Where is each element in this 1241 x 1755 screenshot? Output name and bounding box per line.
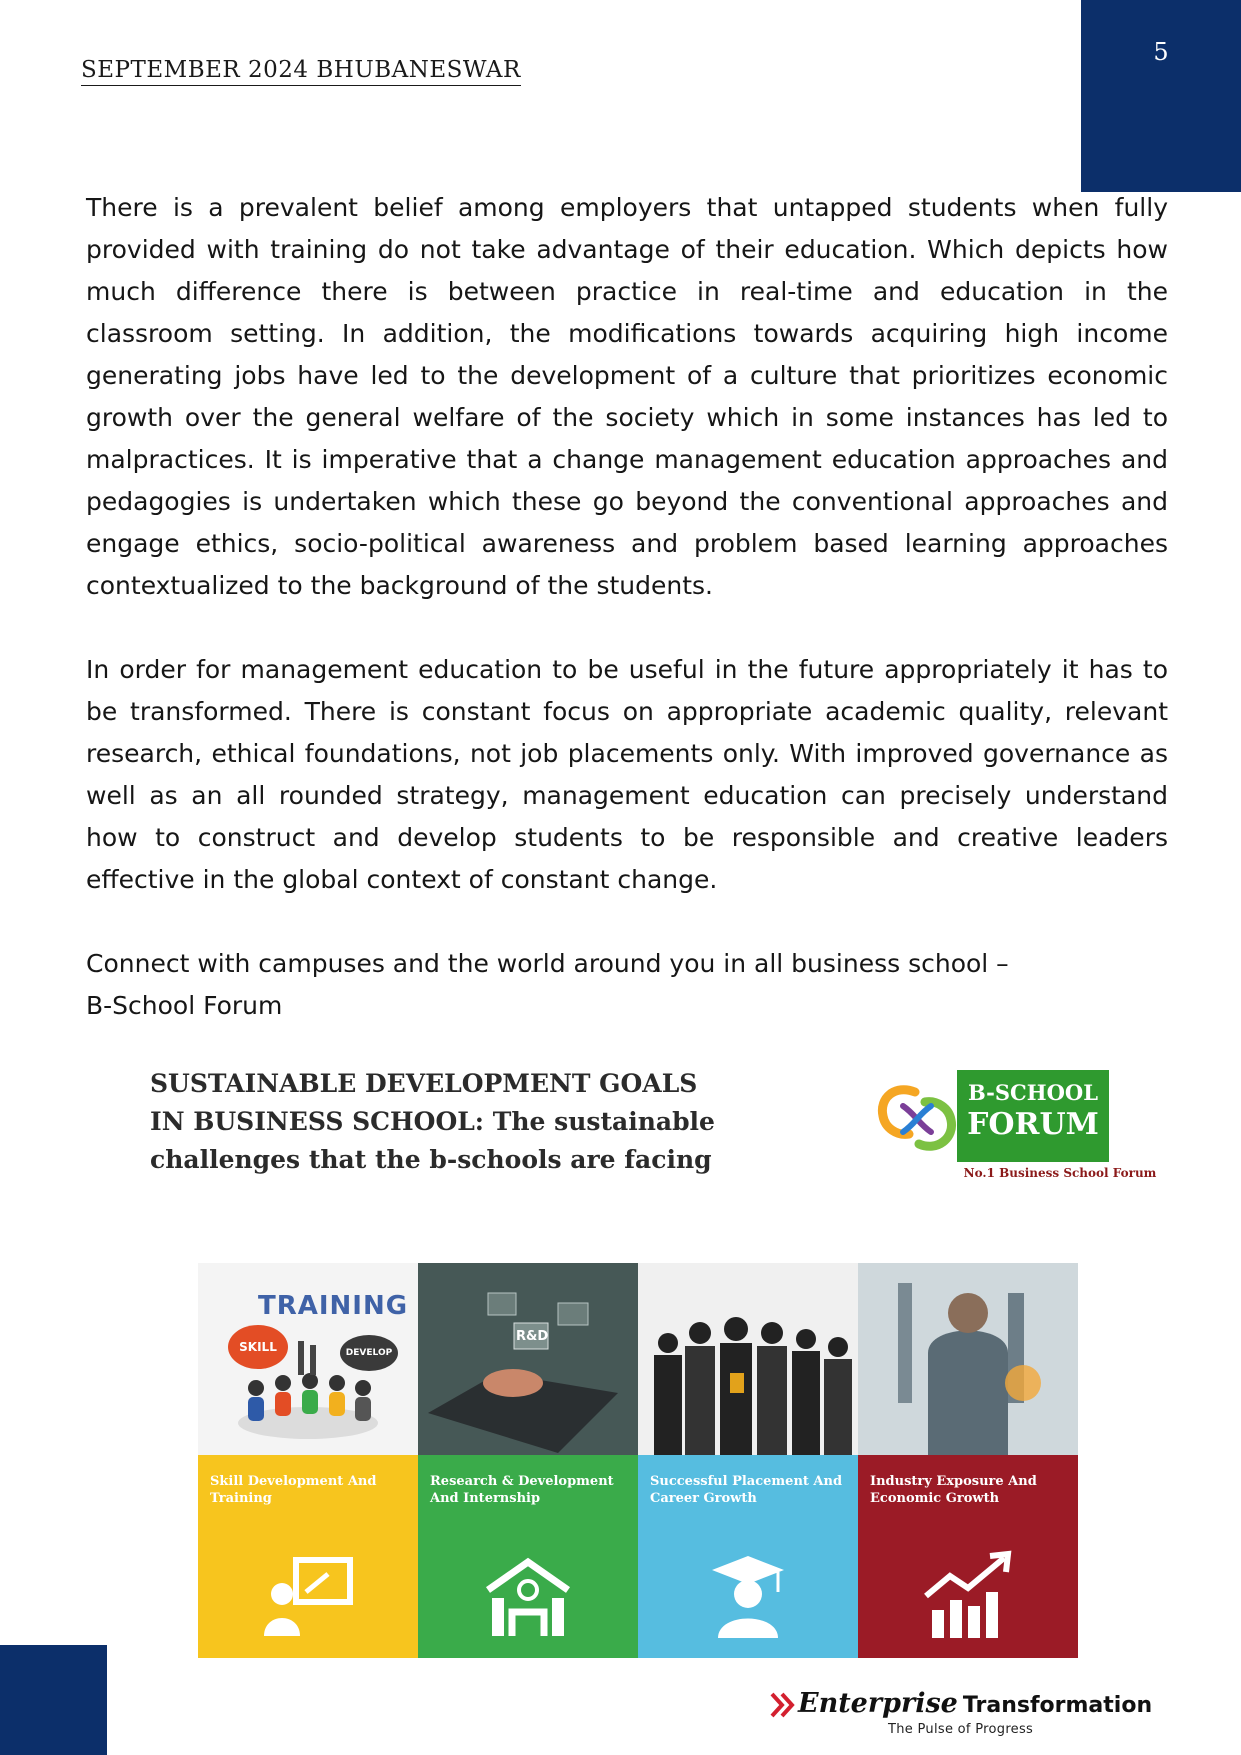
- infographic-title-line-3: challenges that the b-schools are facing: [150, 1145, 712, 1174]
- business-people-icon: [638, 1263, 858, 1455]
- panel-skill-color: [198, 1455, 418, 1658]
- rd-label: R&D: [516, 1329, 549, 1344]
- panel-research-color: [418, 1455, 638, 1658]
- enterprise-transformation-brand: [770, 1688, 1170, 1740]
- meeting-people-icon: [198, 1263, 418, 1455]
- panel-research-development: [418, 1263, 638, 1658]
- panel-skill-development: [198, 1263, 418, 1658]
- brand-name: [798, 1688, 1152, 1719]
- skill-badge: SKILL: [228, 1325, 288, 1369]
- panel-industry-exposure: [858, 1263, 1078, 1658]
- develop-badge: DEVELOP: [340, 1335, 398, 1371]
- industry-worker-icon: [858, 1263, 1078, 1455]
- closing-line-2: B-School Forum: [86, 991, 283, 1020]
- building-icon: [478, 1550, 578, 1640]
- panel-industry-color: [858, 1455, 1078, 1658]
- presentation-icon: [258, 1550, 358, 1640]
- page-number-tab: [1081, 0, 1241, 192]
- sdg-infographic: [130, 1045, 1157, 1660]
- brand-name-transformation: Transformation: [962, 1693, 1153, 1718]
- paragraph-1: There is a prevalent belief among employers that untapped students when fully provided with training do not take advantage of their education. Which depicts how much difference there is between practice in real-time and education in the classroom setting. In addition, the modifications towards acquiring high income generating jobs have led to the development of a culture that prioritizes economic growth over the general welfare of the society which in some instances has led to malpractices. It is imperative that a change management education approaches and pedagogies is undertaken which these go beyond the conventional approaches and engage ethics, socio-political awareness and problem based learning approaches contextualized to the background of the students.: [86, 193, 1168, 600]
- closing-text: [86, 943, 1168, 1027]
- panel-skill-label: Skill Development And Training: [210, 1474, 377, 1506]
- infographic-title-line-1: SUSTAINABLE DEVELOPMENT GOALS: [150, 1069, 698, 1098]
- brand-chevron-icon: [770, 1692, 798, 1718]
- panel-industry-label: Industry Exposure And Economic Growth: [870, 1474, 1037, 1506]
- placement-illustration: [638, 1263, 858, 1455]
- forum-swirl-icon: [875, 1084, 957, 1154]
- infographic-title: [150, 1065, 790, 1179]
- training-illustration: [198, 1263, 418, 1455]
- forum-logo-box: [957, 1070, 1109, 1162]
- forum-logo-tagline: No.1 Business School Forum: [963, 1166, 1157, 1180]
- industry-illustration: [858, 1263, 1078, 1455]
- page-number: 5: [1153, 38, 1169, 66]
- laptop-tech-icon: [418, 1263, 638, 1455]
- panel-placement-label: Successful Placement And Career Growth: [650, 1474, 843, 1506]
- forum-logo-line-1: B-SCHOOL: [968, 1080, 1098, 1105]
- infographic-panels: [198, 1263, 1078, 1658]
- closing-line-1: Connect with campuses and the world around you in all business school –: [86, 949, 1009, 978]
- forum-logo-line-2: FORUM: [967, 1107, 1099, 1142]
- training-heading: TRAINING: [258, 1291, 409, 1321]
- header-date-location: SEPTEMBER 2024 BHUBANESWAR: [81, 56, 521, 86]
- brand-tagline: The Pulse of Progress: [888, 1722, 1034, 1737]
- panel-placement-color: [638, 1455, 858, 1658]
- b-school-forum-logo: [875, 1070, 1157, 1180]
- brand-name-enterprise: Enterprise: [798, 1688, 958, 1719]
- infographic-title-line-2: IN BUSINESS SCHOOL: The sustainable: [150, 1107, 715, 1136]
- article-body: [86, 187, 1168, 1027]
- growth-chart-icon: [918, 1550, 1018, 1640]
- research-illustration: [418, 1263, 638, 1455]
- corner-decoration: [0, 1645, 107, 1755]
- panel-successful-placement: [638, 1263, 858, 1658]
- panel-research-label: Research & Development And Internship: [430, 1474, 614, 1506]
- graduate-icon: [698, 1550, 798, 1640]
- paragraph-2: In order for management education to be useful in the future appropriately it has to be transformed. There is constant focus on appropriate academic quality, relevant research, ethical foundations, not job placements only. With improved governance as well as an all rounded strategy, management education can precisely understand how to construct and develop students to be responsible and creative leaders effective in the global context of constant change.: [86, 655, 1168, 894]
